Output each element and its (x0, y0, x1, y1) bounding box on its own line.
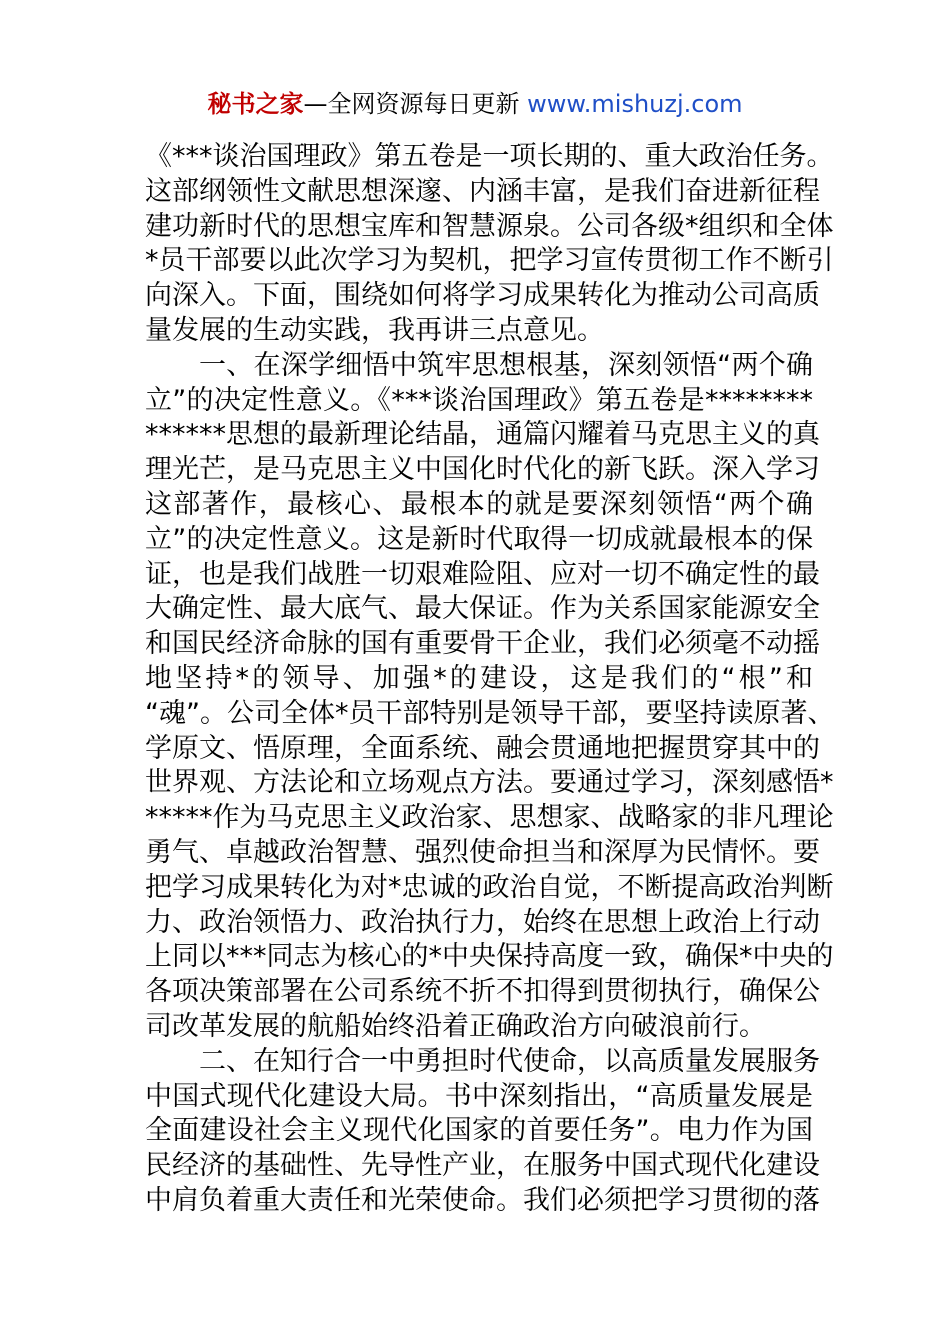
text-line: 中国式现代化建设大局。书中深刻指出，“高质量发展是 (145, 1080, 813, 1112)
text-line: 全面建设社会主义现代化国家的首要任务”。电力作为国 (145, 1115, 813, 1147)
text-line: “魂”。公司全体*员干部特别是领导干部，要坚持读原著、 (145, 697, 835, 729)
text-line: 各项决策部署在公司系统不折不扣得到贯彻执行，确保公 (145, 976, 820, 1008)
text-line: 《***谈治国理政》第五卷是一项长期的、重大政治任务。 (145, 141, 834, 172)
text-line: 学原文、悟原理，全面系统、融会贯通地把握贯穿其中的 (145, 732, 820, 764)
text-line: 和国民经济命脉的国有重要骨干企业，我们必须毫不动摇 (145, 628, 820, 660)
site-url-link[interactable]: www.mishuzj.com (527, 90, 743, 118)
text-line: ******思想的最新理论结晶，通篇闪耀着马克思主义的真 (145, 419, 820, 451)
site-brand: 秘书之家 (207, 90, 304, 118)
document-body (145, 140, 835, 1219)
text-line: 这部著作，最核心、最根本的就是要深刻领悟“两个确 (145, 488, 813, 520)
text-line: 立”的决定性意义。这是新时代取得一切成就最根本的保 (145, 523, 813, 555)
text-line: 司改革发展的航船始终沿着正确政治方向破浪前行。 (145, 1010, 766, 1042)
text-line: 量发展的生动实践，我再讲三点意见。 (145, 314, 604, 346)
text-line: 把学习成果转化为对*忠诚的政治自觉，不断提高政治判断 (145, 871, 834, 903)
text-line: 世界观、方法论和立场观点方法。要通过学习，深刻感悟* (145, 767, 834, 799)
text-line: 建功新时代的思想宝库和智慧源泉。公司各级*组织和全体 (145, 210, 834, 242)
text-line: 立”的决定性意义。《***谈治国理政》第五卷是******** (145, 384, 813, 416)
site-header (0, 86, 950, 122)
text-line: 勇气、卓越政治智慧、强烈使命担当和深厚为民情怀。要 (145, 836, 820, 868)
text-line: 证，也是我们战胜一切艰难险阻、应对一切不确定性的最 (145, 558, 820, 590)
site-tagline: —全网资源每日更新 (303, 90, 528, 118)
text-line: 力、政治领悟力、政治执行力，始终在思想上政治上行动 (145, 906, 820, 938)
text-line: 上同以***同志为核心的*中央保持高度一致，确保*中央的 (145, 941, 834, 973)
text-line: *员干部要以此次学习为契机，把学习宣传贯彻工作不断引 (145, 245, 834, 277)
text-line: 向深入。下面，围绕如何将学习成果转化为推动公司高质 (145, 280, 820, 312)
text-line: 大确定性、最大底气、最大保证。作为关系国家能源安全 (145, 593, 820, 625)
text-line: *****作为马克思主义政治家、思想家、战略家的非凡理论 (145, 802, 834, 834)
text-line: 这部纲领性文献思想深邃、内涵丰富，是我们奋进新征程 (145, 175, 820, 207)
section-heading-line: 一、在深学细悟中筑牢思想根基，深刻领悟“两个确 (199, 349, 813, 381)
text-line: 民经济的基础性、先导性产业，在服务中国式现代化建设 (145, 1150, 820, 1182)
section-heading-line: 二、在知行合一中勇担时代使命，以高质量发展服务 (199, 1045, 820, 1077)
text-line: 中肩负着重大责任和光荣使命。我们必须把学习贯彻的落 (145, 1184, 820, 1216)
text-line: 地坚持*的领导、加强*的建设，这是我们的“根”和 (145, 662, 813, 694)
text-line: 理光芒，是马克思主义中国化时代化的新飞跃。深入学习 (145, 454, 820, 486)
